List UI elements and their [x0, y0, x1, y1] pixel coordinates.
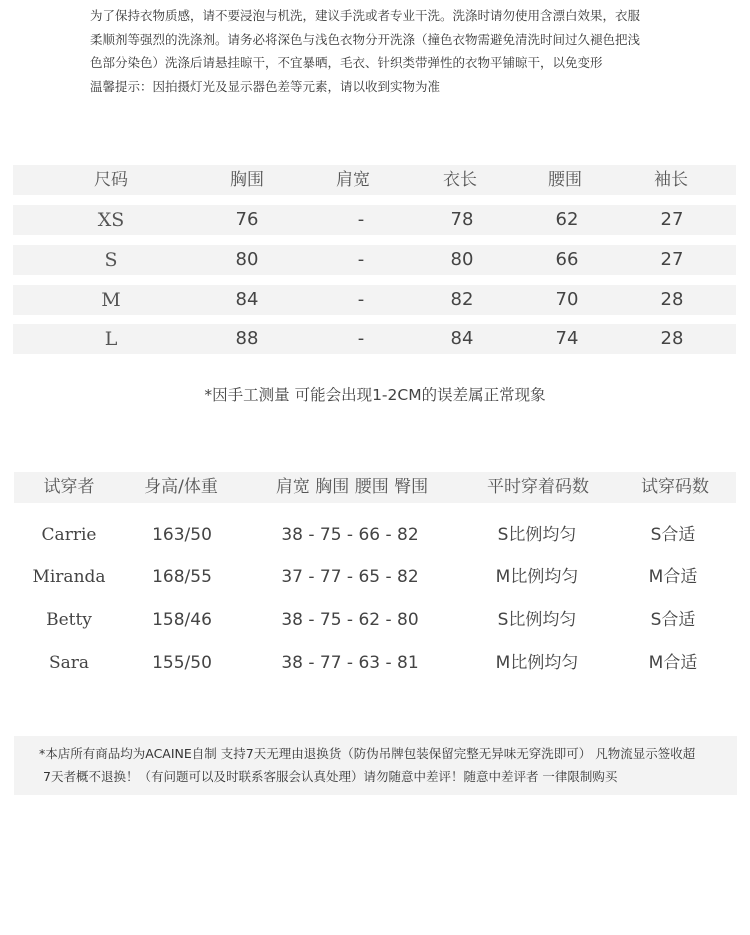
- tester-name: Miranda: [32, 567, 106, 587]
- size-label: M: [101, 289, 121, 311]
- fit-row-betty: [14, 605, 736, 635]
- sleeve-value: 27: [660, 209, 684, 230]
- header-length: 衣长: [443, 170, 477, 190]
- length-value: 78: [450, 209, 474, 230]
- height-weight: 155/50: [152, 653, 212, 673]
- header-size: 尺码: [94, 170, 128, 190]
- fit-table-header: [14, 472, 736, 503]
- length-value: 84: [450, 328, 474, 349]
- bust-value: 76: [235, 209, 259, 230]
- care-line: 柔顺剂等强烈的洗涤剂。请务必将深色与浅色衣物分开洗涤（撞色衣物需避免清洗时间过久褪色把浅: [90, 31, 641, 47]
- length-value: 80: [450, 249, 474, 270]
- measurement-note: *因手工测量 可能会出现1-2CM的误差属正常现象: [204, 386, 546, 404]
- waist-value: 74: [555, 328, 579, 349]
- tester-name: Sara: [48, 653, 90, 673]
- header-shoulder: 肩宽: [336, 170, 370, 190]
- fit-row-miranda: [14, 562, 736, 592]
- height-weight: 168/55: [152, 567, 212, 587]
- care-instructions: [90, 4, 680, 98]
- tester-name: Betty: [46, 610, 92, 630]
- waist-value: 66: [555, 249, 579, 270]
- shoulder-value: -: [357, 209, 365, 230]
- height-weight: 163/50: [152, 525, 212, 545]
- care-line: 为了保持衣物质感，请不要浸泡与机洗，建议手洗或者专业干洗。洗涤时请勿使用含漂白效果，衣服: [90, 8, 641, 23]
- sleeve-value: 27: [660, 249, 684, 270]
- size-row-xs: [13, 205, 736, 235]
- length-value: 82: [450, 289, 474, 310]
- fit-row-carrie: [14, 520, 736, 550]
- tried-size: S合适: [650, 610, 696, 630]
- store-policy-notice: [14, 736, 737, 795]
- usual-size: S比例均匀: [497, 525, 577, 545]
- tried-size: M合适: [648, 653, 698, 673]
- bust-value: 84: [235, 289, 259, 310]
- size-label: L: [104, 328, 118, 350]
- shoulder-value: -: [357, 289, 365, 310]
- bust-value: 88: [235, 328, 259, 349]
- bust-value: 80: [235, 249, 259, 270]
- tried-size: M合适: [648, 567, 698, 587]
- header-bust: 胸围: [230, 170, 264, 190]
- shoulder-value: -: [357, 328, 365, 349]
- size-table-header: [13, 165, 736, 195]
- shoulder-value: -: [357, 249, 365, 270]
- size-row-m: [13, 285, 736, 315]
- care-line: 温馨提示：因拍摄灯光及显示器色差等元素，请以收到实物为准: [90, 78, 441, 94]
- header-waist: 腰围: [548, 170, 582, 190]
- policy-line: 7天者概不退换！（有问题可以及时联系客服会认真处理）请勿随意中差评！随意中差评者 一律限制购买: [43, 769, 618, 784]
- tester-name: Carrie: [41, 525, 97, 545]
- header-measurements: 肩宽 胸围 腰围 臀围: [275, 477, 429, 497]
- header-sleeve: 袖长: [654, 170, 688, 190]
- usual-size: M比例均匀: [495, 653, 579, 673]
- header-usual-size: 平时穿着码数: [487, 477, 589, 497]
- usual-size: M比例均匀: [495, 567, 579, 587]
- waist-value: 62: [555, 209, 579, 230]
- size-row-l: [13, 324, 736, 354]
- sleeve-value: 28: [660, 289, 684, 310]
- body-measurements: 38 - 75 - 62 - 80: [281, 610, 419, 630]
- body-measurements: 37 - 77 - 65 - 82: [281, 567, 419, 587]
- sleeve-value: 28: [660, 328, 684, 349]
- header-tester: 试穿者: [43, 477, 95, 497]
- policy-line: *本店所有商品均为ACAINE自制 支持7天无理由退换货（防伪吊牌包装保留完整无异味无穿洗即可） 凡物流显示签收超: [39, 746, 696, 761]
- height-weight: 158/46: [152, 610, 212, 630]
- usual-size: S比例均匀: [497, 610, 577, 630]
- body-measurements: 38 - 77 - 63 - 81: [281, 653, 419, 673]
- waist-value: 70: [555, 289, 579, 310]
- care-line: 色部分染色）洗涤后请悬挂晾干，不宜暴晒，毛衣、针织类带弹性的衣物平铺晾干，以免变形: [90, 55, 603, 70]
- size-row-s: [13, 245, 736, 275]
- tried-size: S合适: [650, 525, 696, 545]
- header-height-weight: 身高/体重: [144, 477, 218, 497]
- size-label: S: [104, 249, 118, 271]
- header-tried-size: 试穿码数: [641, 477, 709, 497]
- fit-row-sara: [14, 648, 736, 678]
- body-measurements: 38 - 75 - 66 - 82: [281, 525, 419, 545]
- size-label: XS: [97, 209, 125, 231]
